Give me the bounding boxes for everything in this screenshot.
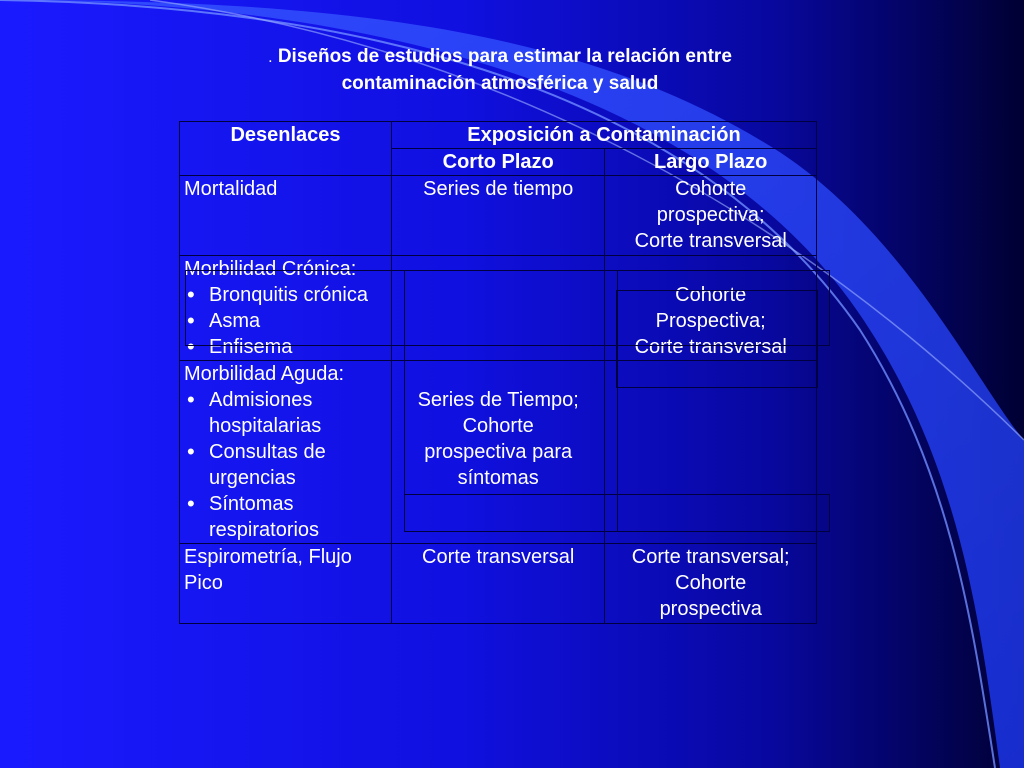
cronica-list <box>184 282 387 360</box>
table-header-row <box>180 122 817 149</box>
table-row-mortalidad <box>180 176 817 256</box>
espirometria-largo-line3: prospectiva <box>659 598 762 620</box>
cronica-corto <box>391 256 604 361</box>
mortalidad-largo-line1: Cohorte <box>675 178 747 200</box>
aguda-corto <box>391 361 604 544</box>
espirometria-largo-line2: Cohorte <box>675 572 747 594</box>
mortalidad-largo-line3: Corte transversal <box>634 230 787 252</box>
aguda-corto-line3: prospectiva para <box>424 441 573 463</box>
espirometria-largo-line1: Corte transversal; <box>631 546 790 568</box>
header-largo-plazo: Largo Plazo <box>605 149 817 176</box>
table-row-espirometria <box>180 544 817 624</box>
list-item: • Asma <box>184 308 387 334</box>
aguda-largo <box>605 361 817 544</box>
list-item: • Admisiones hospitalarias <box>184 387 387 439</box>
row-label-aguda: Morbilidad Aguda: <box>184 363 345 385</box>
table-row-morbilidad-cronica <box>180 256 817 361</box>
cronica-largo-line3: Corte transversal <box>634 336 787 358</box>
list-item: • Bronquitis crónica <box>184 282 387 308</box>
mortalidad-largo <box>605 176 817 256</box>
aguda-corto-line2: Cohorte <box>462 415 534 437</box>
cronica-largo <box>605 256 817 361</box>
table-row-morbilidad-aguda <box>180 361 817 544</box>
espirometria-largo <box>605 544 817 624</box>
espirometria-corto: Corte transversal <box>391 544 604 624</box>
header-desenlaces: Desenlaces <box>180 122 392 176</box>
title-line1: Diseños de estudios para estimar la relación entre <box>277 46 732 67</box>
list-item: • Enfisema <box>184 334 387 360</box>
cronica-largo-line1: Cohorte <box>675 284 747 306</box>
row-label-espirometria: Espirometría, Flujo Pico <box>180 544 392 624</box>
header-corto-plazo: Corto Plazo <box>391 149 604 176</box>
title-line2: contaminación atmosférica y salud <box>341 73 659 94</box>
title-prefix: . <box>268 49 273 66</box>
aguda-list <box>184 387 387 543</box>
header-exposicion: Exposición a Contaminación <box>391 122 816 149</box>
cronica-largo-line2: Prospectiva; <box>655 310 766 332</box>
aguda-cell <box>180 361 392 544</box>
aguda-corto-line4: síntomas <box>457 467 539 489</box>
study-design-table <box>179 121 817 624</box>
mortalidad-corto: Series de tiempo <box>391 176 604 256</box>
aguda-corto-line1: Series de Tiempo; <box>417 389 579 411</box>
row-label-mortalidad: Mortalidad <box>180 176 392 256</box>
list-item: • Consultas de urgencias <box>184 439 387 491</box>
row-label-cronica: Morbilidad Crónica: <box>184 258 357 280</box>
mortalidad-largo-line2: prospectiva; <box>656 204 765 226</box>
slide-title <box>180 44 820 97</box>
cronica-cell <box>180 256 392 361</box>
list-item: • Síntomas respiratorios <box>184 491 387 543</box>
